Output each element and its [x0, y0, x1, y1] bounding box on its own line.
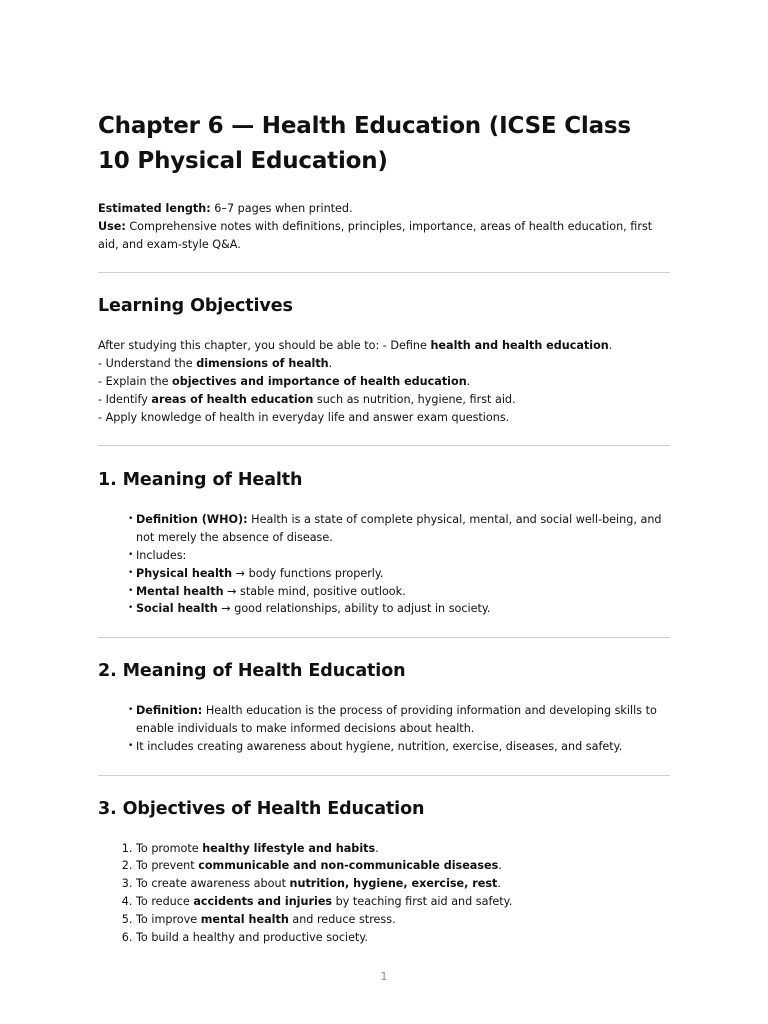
- list-item: [128, 702, 670, 738]
- objectives-list: [98, 840, 670, 947]
- section-heading-meaning-of-health: 1. Meaning of Health: [98, 470, 303, 491]
- list-item: [128, 547, 670, 565]
- list-item-text: Health is a state of complete physical, mental, and social well-being, and not merely the absence of disease.: [136, 513, 662, 545]
- numbered-item: [136, 857, 670, 875]
- document-page: [98, 0, 670, 946]
- objective-line-end: .: [328, 357, 333, 371]
- list-item-term: Social health: [136, 602, 218, 616]
- list-item: [128, 511, 670, 547]
- numbered-item: [136, 875, 670, 893]
- numbered-item: [136, 911, 670, 929]
- page-number: 1: [380, 970, 388, 983]
- divider: [98, 445, 670, 446]
- objective-line: After studying this chapter, you should be able to: - Define: [98, 339, 431, 353]
- page-title: Chapter 6 — Health Education (ICSE Class 10 Physical Education): [98, 113, 631, 174]
- list-item-text: → stable mind, positive outlook.: [223, 584, 406, 598]
- objective-line: - Identify: [98, 392, 152, 406]
- list-item-text: → body functions properly.: [232, 566, 384, 580]
- list-item-text: → good relationships, ability to adjust in society.: [217, 602, 491, 616]
- meaning-of-health-list: [98, 511, 670, 618]
- list-item-text: Health education is the process of providing information and developing skills to enable individuals to make informed decisions about health.: [136, 704, 657, 735]
- objective-emphasis: health and health education: [430, 339, 609, 353]
- estimated-length-value: 6–7 pages when printed.: [210, 202, 353, 215]
- list-item: [128, 583, 670, 601]
- numbered-item-text-end: .: [498, 859, 502, 873]
- use-value: Comprehensive notes with definitions, principles, importance, areas of health education, first aid, and exam-style Q&A.: [98, 219, 653, 251]
- list-item-term: Definition:: [136, 704, 203, 718]
- numbered-item: [136, 840, 670, 858]
- numbered-item-text: To improve: [136, 912, 201, 926]
- list-item-term: Definition (WHO):: [136, 513, 248, 527]
- objective-line-end: such as nutrition, hygiene, first aid.: [313, 392, 516, 406]
- estimated-length-label: Estimated length:: [98, 202, 211, 215]
- list-item-term: Mental health: [136, 584, 224, 598]
- objective-line-end: .: [466, 374, 471, 388]
- numbered-item-emphasis: communicable and non-communicable diseases: [198, 859, 499, 873]
- numbered-item-text: To prevent: [136, 859, 199, 873]
- objective-line: - Understand the: [98, 357, 197, 371]
- list-item: [128, 565, 670, 583]
- numbered-item-text-end: .: [497, 877, 501, 891]
- numbered-item-emphasis: accidents and injuries: [193, 894, 333, 908]
- divider: [98, 272, 670, 273]
- numbered-item-text: To create awareness about: [136, 877, 290, 891]
- estimated-length-line: [98, 200, 670, 218]
- numbered-item: [136, 929, 670, 947]
- section-heading-meaning-of-health-education: 2. Meaning of Health Education: [98, 661, 406, 682]
- objective-line: - Apply knowledge of health in everyday life and answer exam questions.: [98, 410, 510, 424]
- objective-line: - Explain the: [98, 374, 173, 388]
- numbered-item-text-end: and reduce stress.: [288, 912, 396, 926]
- section-heading-objectives-of-health-education: 3. Objectives of Health Education: [98, 798, 425, 819]
- list-item-text: It includes creating awareness about hygiene, nutrition, exercise, diseases, and safety.: [136, 739, 623, 753]
- numbered-item-emphasis: healthy lifestyle and habits: [202, 841, 376, 855]
- numbered-item-text: To promote: [136, 841, 203, 855]
- list-item-term: Physical health: [136, 566, 233, 580]
- numbered-item-text: To build a healthy and productive society.: [136, 930, 368, 944]
- list-item-text: Includes:: [136, 548, 187, 562]
- objective-line-end: .: [608, 339, 613, 353]
- divider: [98, 637, 670, 638]
- document-meta: [98, 200, 670, 253]
- learning-objectives-text: [98, 337, 670, 426]
- numbered-item-text: To reduce: [136, 894, 194, 908]
- divider: [98, 775, 670, 776]
- learning-objectives-heading: Learning Objectives: [98, 296, 293, 317]
- objective-emphasis: areas of health education: [151, 392, 314, 406]
- objective-emphasis: dimensions of health: [196, 357, 329, 371]
- numbered-item: [136, 893, 670, 911]
- use-line: [98, 218, 670, 254]
- numbered-item-emphasis: mental health: [200, 912, 289, 926]
- list-item: [128, 600, 670, 618]
- numbered-item-text-end: .: [375, 841, 379, 855]
- objective-emphasis: objectives and importance of health education: [172, 374, 467, 388]
- numbered-item-text-end: by teaching first aid and safety.: [332, 894, 513, 908]
- meaning-of-health-education-list: [98, 702, 670, 755]
- list-item: [128, 738, 670, 756]
- use-label: Use:: [98, 219, 126, 233]
- numbered-item-emphasis: nutrition, hygiene, exercise, rest: [289, 877, 498, 891]
